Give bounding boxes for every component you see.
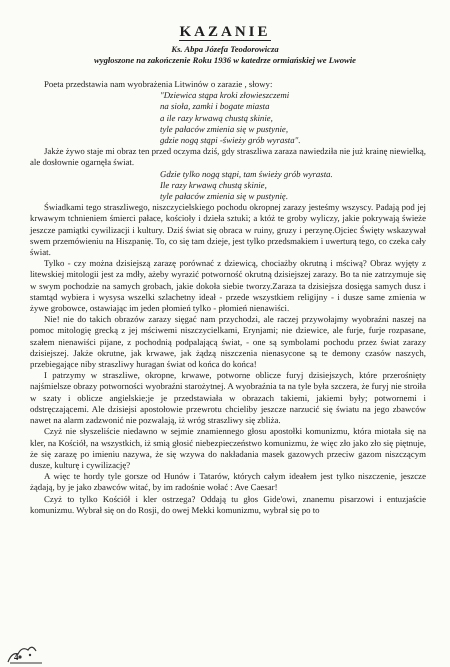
verse-line: Ile razy krwawą chustą skinie, (160, 179, 267, 190)
page-number: 4 (14, 652, 19, 662)
verse-line: Gdzie tylko nogą stąpi, tam świeży grób wyrasta. (160, 168, 333, 179)
paragraph: Czyż nie słyszeliście niedawno w sejmie znamiennego głosu apostołki komunizmu, która miotała się na kler, na Kościół, na wszystkich, iż smią głosić niebezpieczeństwo komunizmu, że więc zło jako zło się piętnuje, że się zarazę po imieniu nazywa, że się wzywa do nakładania masek gazowych przeciw gazom niszczącym dusze, kulturę i cywilizację? (30, 426, 426, 470)
corner-ornament-icon (6, 642, 46, 664)
verse-line: tyle pałaców zmienia się w pustynię. (160, 191, 289, 202)
paragraph: Czyż to tylko Kościół i kler ostrzega? Oddają tu głos Gide'owi, znanemu pisarzowi i entuzjaście komunizmu. Wybrał się on do Rosji, do owej Mekki komunizmu, wybrał się po to (30, 493, 426, 515)
paragraph: Nie! nie do takich obrazów zarazy sięgać nam przychodzi, ale raczej przywołajmy wyobraźni naszej na pomoc mitologię grecką z jej mściwemi niszczycielkami, Erynjami; nie dziewice, ale furje, furje rozpasane, szałem nienawiści pijane, z pochodnią podpalającą świat, - one są symbolami pochodu przez świat zarazy dzisiejszej. Jakże okrutne, jak krwawe, jak żądzą niszczenia nienasycone są te demony czasów naszych, przebiegające niby straszliwy huragan świat od końca do końca! (30, 314, 426, 370)
author-line: Ks. Abpa Józefa Teodorowicza (171, 44, 279, 54)
paragraph: A więc te hordy tyle gorsze od Hunów i Tatarów, których całym ideałem jest tylko niszczenie, jeszcze żądają, by je jako zbawców witać, by im radośnie wołać : Ave Caesar! (30, 471, 426, 493)
paragraph: Poeta przedstawia nam wyobrażenia Litwinów o zarazie , słowy: (44, 79, 273, 89)
verse-line: na sioła, zamki i bogate miasta (160, 101, 270, 112)
sermon-body (30, 79, 426, 516)
verse-quote-1 (160, 90, 426, 146)
verse-quote-2 (160, 169, 426, 203)
document-title: KAZANIE (179, 24, 271, 40)
verse-line: gdzie nogą stąpi -świeży grób wyrasta". (160, 135, 301, 146)
verse-line: "Dziewica stąpa kroki złowieszczemi (160, 90, 290, 101)
paragraph: Jakże żywo staje mi obraz ten przed oczyma dziś, gdy straszliwa zaraza nawiedziła nie już krainę niewielką, ale dosłownie ogarnęła świat. (30, 146, 426, 168)
paragraph: I patrzymy w straszliwe, okropne, krwawe, potworne oblicze furyj dzisiejszych, które przerośnięty najśmielsze obrazy potworności wyobraźni starożytnej. A wyobraźnia ta na tyle była szczera, że furyj nie stroiła w szaty i oblicze angielskie;je je przedstawiała w obrazach takiemi, jakiemi były; potwornemi i odstręczającemi. Ale dzisiejsi apostołowie przewrotu chcieliby jeszcze narzucić się światu na jego zbawców nawet na alarm zadzwonić nie pozwalają, iż wróg straszliwy się zbliża. (30, 370, 426, 426)
verse-line: a ile razy krwawą chustą skinie, (160, 112, 273, 123)
occasion-line: wygłoszone na zakończenie Roku 1936 w katedrze ormiańskiej we Lwowie (94, 55, 356, 65)
paragraph: Świadkami tego straszliwego, niszczycielskiego pochodu okropnej zarazy jesteśmy wszyscy. Padają pod jej krwawym tchnieniem śmierci pałace, kościoły i dzieła sztuki; a któż te groby wyliczy, jakie pokrywają świeże jeszcze pamiątki cywilizacji i kultury. Dziś świat się obraca w ruiny, gruzy i perzynę.Ojciec Święty wskazywał swem przemówieniu na Hiszpanię. To, co się tam dzieje, jest tylko przedsmakiem i uwerturą tego, co czeka cały świat. (30, 202, 426, 258)
verse-line: tyle pałaców zmienia się w pustynie, (160, 123, 289, 134)
paragraph: Tylko - czy można dzisiejszą zarazę porównać z dziewicą, chociażby okrutną i mściwą? Obraz wyjęty z litewskiej mitologii jest za mdły, ażeby wyrazić potworność okrutną dzisiejszej zarazy. Bo ta nie zatrzymuje się w swym pochodzie na samych grobach, jakie dokoła siebie tworzy.Zaraza ta dzisiejsza dosięga samych dusz i stamtąd wybiera i wysysa wszelki szlachetny ideał - przede wszystkiem religijny - i dusze same zmienia w żywe grobowce, ostawiając im jeden płomień tylko - płomień nienawiści. (30, 258, 426, 314)
